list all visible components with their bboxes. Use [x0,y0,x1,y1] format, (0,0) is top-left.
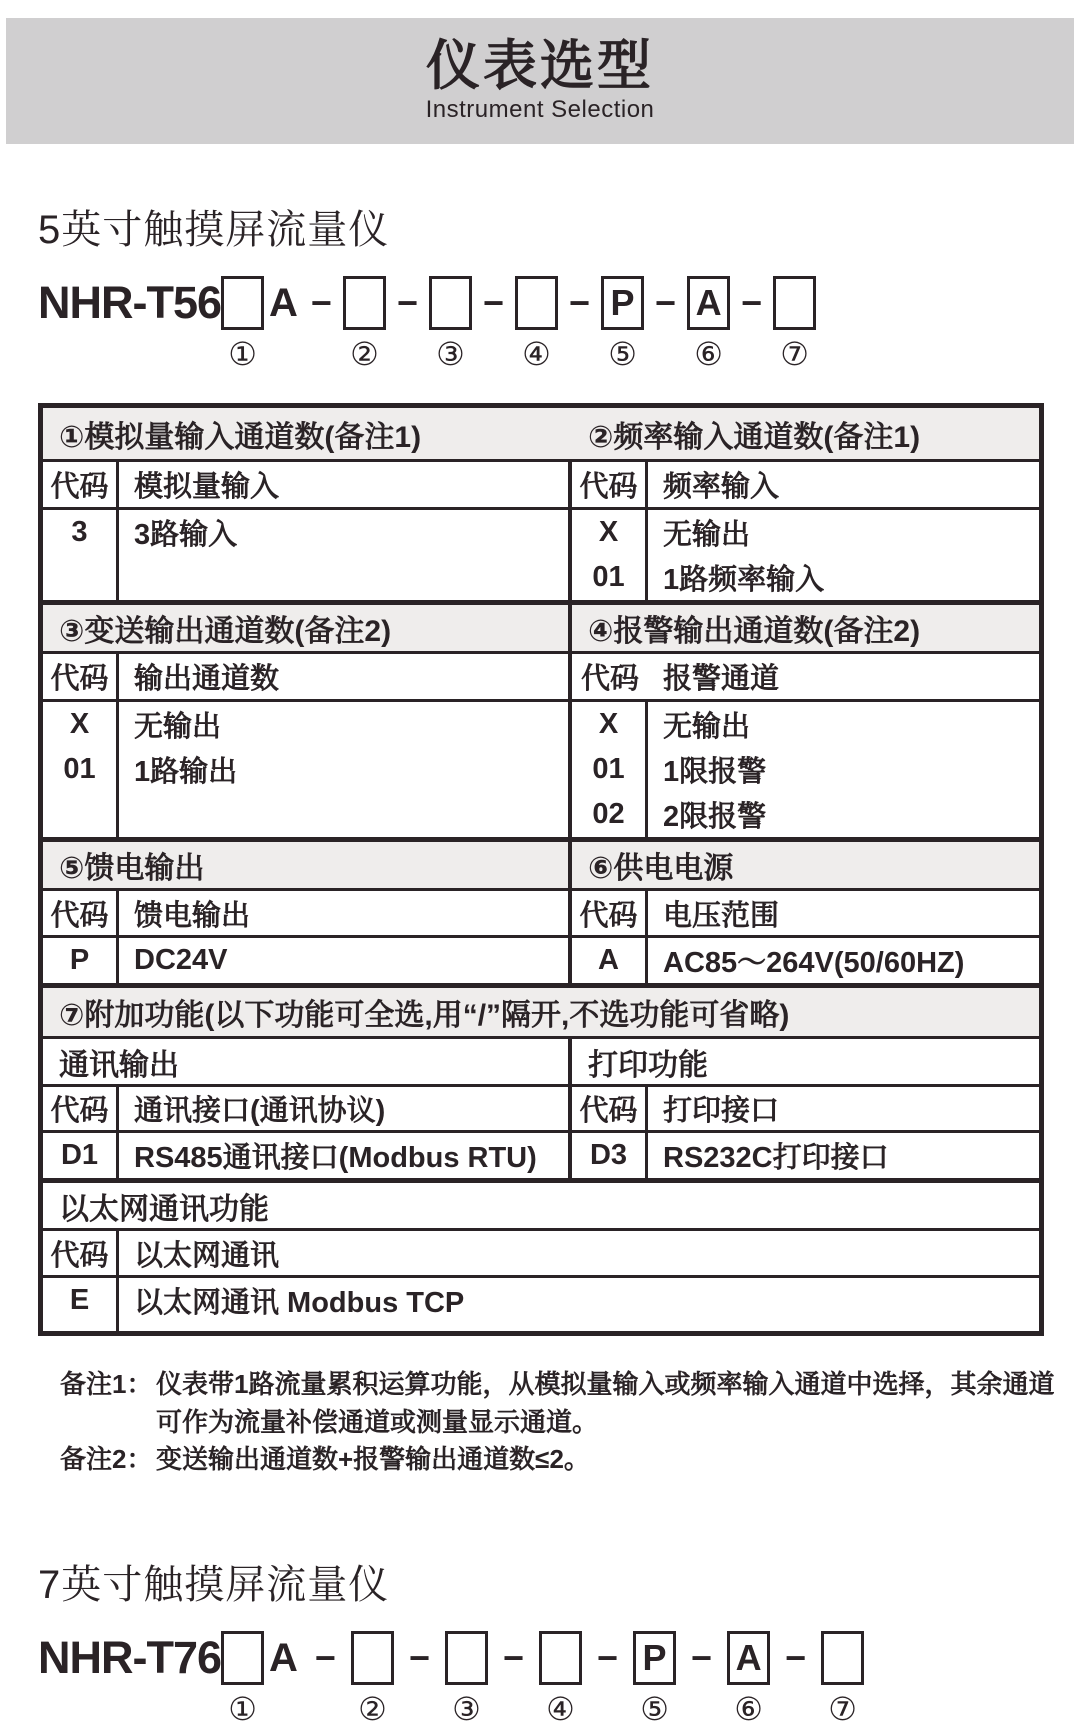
band-transmit-output-title: ③变送输出通道数(备注2) [43,605,572,651]
code-column [43,1133,119,1178]
code-value: A [598,944,619,976]
feed-header-row [43,891,568,938]
option-value: 无输出 [134,711,222,743]
power-data-area [572,938,1039,983]
circled-number-4: ④ [522,336,551,372]
circled-number-7: ⑦ [780,336,809,372]
model-box-2 [351,1631,394,1685]
alarm-header-row [572,654,1039,702]
dash: − [785,1637,807,1679]
code-column [572,702,648,837]
option-value: AC85～264V(50/60HZ) [663,947,965,979]
analog-header-row [43,462,568,510]
frequency-input-header: 频率输入 [663,471,780,503]
selection-table [38,403,1044,1336]
page-header-bar [6,18,1074,144]
option-value: 1路频率输入 [663,564,825,596]
value-column [648,1133,1039,1178]
model-slot-3 [429,276,472,372]
model-box-3 [429,276,472,330]
block-transmit-alarm [43,654,1039,837]
alarm-channel-header: 报警通道 [663,663,780,695]
model-code-7inch [38,1630,1080,1727]
print-function-subheader: 打印功能 [572,1039,1039,1087]
value-column [119,1133,568,1178]
dash: − [741,282,763,323]
band-analog-input-title: ①模拟量输入通道数(备注1) [59,420,422,454]
model-fixed-letter-a: A [269,280,298,325]
code-column [43,938,119,983]
comm-header-row [43,1087,568,1133]
code-column [43,510,119,600]
circled-number-5: ⑤ [640,1691,669,1727]
circled-number-1: ① [228,336,257,372]
band-frequency-input-title: ②频率输入通道数(备注1) [588,420,921,454]
code-value: 01 [592,753,625,785]
band-analog-frequency [43,408,1039,462]
block-comm-print [43,1039,1039,1178]
code-column [43,1278,119,1331]
frequency-data-area [572,510,1039,600]
analog-data-area [43,510,568,600]
value-column [648,510,1039,600]
circled-number-1: ① [228,1691,257,1727]
circled-number-6: ⑥ [694,336,723,372]
circled-number-2: ② [350,336,379,372]
dash: − [691,1637,713,1679]
block-analog-frequency [43,462,1039,600]
code-header: 代码 [572,891,648,935]
option-value: 2限报警 [663,801,767,833]
code-header: 代码 [580,663,639,695]
model-slot-1 [221,1631,264,1727]
code-header: 代码 [572,1087,648,1130]
output-channels-header: 输出通道数 [134,663,280,695]
alarm-output-subtable [572,654,1039,837]
dash: − [482,282,505,323]
section-title-7inch: 7英寸触摸屏流量仪 [38,1563,390,1608]
value-column [119,510,568,600]
circled-number-6: ⑥ [734,1691,763,1727]
option-value: 无输出 [663,711,751,743]
code-value: 02 [592,798,625,830]
band-power-supply-title: ⑥供电电源 [588,852,734,885]
circled-number-5: ⑤ [608,336,637,372]
code-value: D1 [60,1139,99,1171]
band-additional-functions [43,983,1039,1039]
code-header: 代码 [43,1087,119,1130]
feed-data-area [43,938,568,983]
model-box-2 [343,276,386,330]
model-slot-5 [601,276,644,372]
value-column [119,938,568,983]
dash: − [314,1637,336,1679]
model-slot-6 [727,1631,770,1727]
code-value: 3 [71,516,88,548]
feed-output-subtable [43,891,572,983]
model-box-p: P [633,1631,676,1685]
ethernet-section [43,1178,1039,1331]
model-slot-7 [821,1631,864,1727]
model-box-1 [221,276,264,330]
note-1 [60,1366,1080,1404]
model-prefix: NHR-T76 [38,1632,222,1684]
feed-output-header: 馈电输出 [134,899,251,932]
band-alarm-output-title: ④报警输出通道数(备注2) [588,615,921,648]
model-slot-4 [515,276,558,372]
model-box-1 [221,1631,264,1685]
code-value: 01 [592,561,625,593]
code-header: 代码 [43,891,119,935]
model-box-a: A [727,1631,770,1685]
option-value: 无输出 [663,519,751,551]
model-box-a: A [687,276,730,330]
value-column [119,702,568,837]
transmit-header-row [43,654,568,702]
code-header: 代码 [43,654,119,699]
code-column [43,702,119,837]
model-slot-4 [539,1631,582,1727]
comm-data-area [43,1133,568,1178]
band-transmit-alarm [43,600,1039,654]
note-2-text: 变送输出通道数+报警输出通道数≤2。 [156,1444,590,1475]
page-subtitle: Instrument Selection [425,96,655,124]
document-page [0,18,1080,1727]
value-column [119,1278,1039,1331]
note-2 [60,1441,1080,1479]
section-title-5inch: 5英寸触摸屏流量仪 [38,208,390,252]
option-value: RS232C打印接口 [663,1142,889,1174]
print-header-row [572,1087,1039,1133]
model-prefix: NHR-T56 [38,277,222,328]
note-1-text-line1: 仪表带1路流量累积运算功能，从模拟量输入或频率输入通道中选择，其余通道 [156,1369,1055,1399]
model-box-4 [539,1631,582,1685]
alarm-data-area [572,702,1039,837]
model-box-7 [773,276,816,330]
model-box-3 [445,1631,488,1685]
dash: − [310,282,332,323]
code-value: E [69,1284,90,1316]
analog-input-subtable [43,462,572,600]
print-function-subtable [572,1039,1039,1178]
code-column [572,1133,648,1178]
comm-output-subtable [43,1039,572,1178]
ethernet-subheader: 以太网通讯功能 [43,1183,1039,1231]
circled-number-4: ④ [546,1691,575,1727]
ethernet-header-row [43,1231,1039,1278]
model-slot-2 [351,1631,394,1727]
circled-number-7: ⑦ [828,1691,857,1727]
value-column [648,938,1039,983]
code-value: P [69,944,90,976]
power-header-row [572,891,1039,938]
dash: − [408,1637,430,1679]
frequency-input-subtable [572,462,1039,600]
code-header: 代码 [43,1231,119,1275]
model-slot-5 [633,1631,676,1727]
dash: − [597,1637,619,1679]
print-data-area [572,1133,1039,1178]
model-slot-6 [687,276,730,372]
circled-number-3: ③ [436,336,465,372]
option-value: RS485通讯接口(Modbus RTU) [134,1142,537,1174]
notes-block [60,1366,1080,1479]
option-value: 以太网通讯 Modbus TCP [134,1287,465,1319]
ethernet-data-area [43,1278,1039,1331]
print-interface-header: 打印接口 [663,1095,780,1127]
dash: − [569,282,591,323]
code-value: X [598,708,619,740]
model-box-p: P [601,276,644,330]
additional-functions-title: ⑦附加功能(以下功能可全选,用“/”隔开,不选功能可省略) [59,999,790,1032]
dash: − [655,282,677,323]
option-value: 1限报警 [663,756,767,788]
frequency-header-row [572,462,1039,510]
code-column [572,510,648,600]
model-slot-7 [773,276,816,372]
option-value: 3路输入 [134,519,238,551]
comm-output-subheader: 通讯输出 [43,1039,568,1087]
transmit-output-subtable [43,654,572,837]
note-1-label: 备注1： [60,1369,153,1399]
note-2-label: 备注2： [60,1444,153,1475]
voltage-range-header: 电压范围 [663,899,780,932]
model-slot-3 [445,1631,488,1727]
code-column [572,938,648,983]
transmit-data-area [43,702,568,837]
model-slot-1 [221,276,264,372]
circled-number-3: ③ [452,1691,481,1727]
option-value: 1路输出 [134,756,238,788]
block-feed-power [43,891,1039,983]
circled-number-2: ② [358,1691,387,1727]
dash: − [396,282,418,323]
note-1-text-line2: 可作为流量补偿通道或测量显示通道。 [156,1406,599,1437]
option-value: DC24V [134,944,228,976]
model-slot-2 [343,276,386,372]
code-value: X [69,708,90,740]
power-supply-subtable [572,891,1039,983]
band-feed-output-title: ⑤馈电输出 [43,842,572,888]
code-value: X [598,516,619,548]
band-feed-power [43,837,1039,891]
comm-interface-header: 通讯接口(通讯协议) [134,1095,386,1127]
model-box-7 [821,1631,864,1685]
code-value: 01 [63,753,96,785]
model-fixed-letter-a: A [269,1635,298,1680]
code-value: D3 [589,1139,628,1171]
page-title: 仪表选型 [426,35,654,96]
model-code-5inch [38,275,1080,372]
value-column [648,702,1039,837]
analog-input-header: 模拟量输入 [134,471,280,503]
dash: − [502,1637,525,1679]
ethernet-comm-header: 以太网通讯 [134,1239,280,1272]
code-header: 代码 [43,462,119,507]
code-header: 代码 [572,462,648,507]
model-box-4 [515,276,558,330]
